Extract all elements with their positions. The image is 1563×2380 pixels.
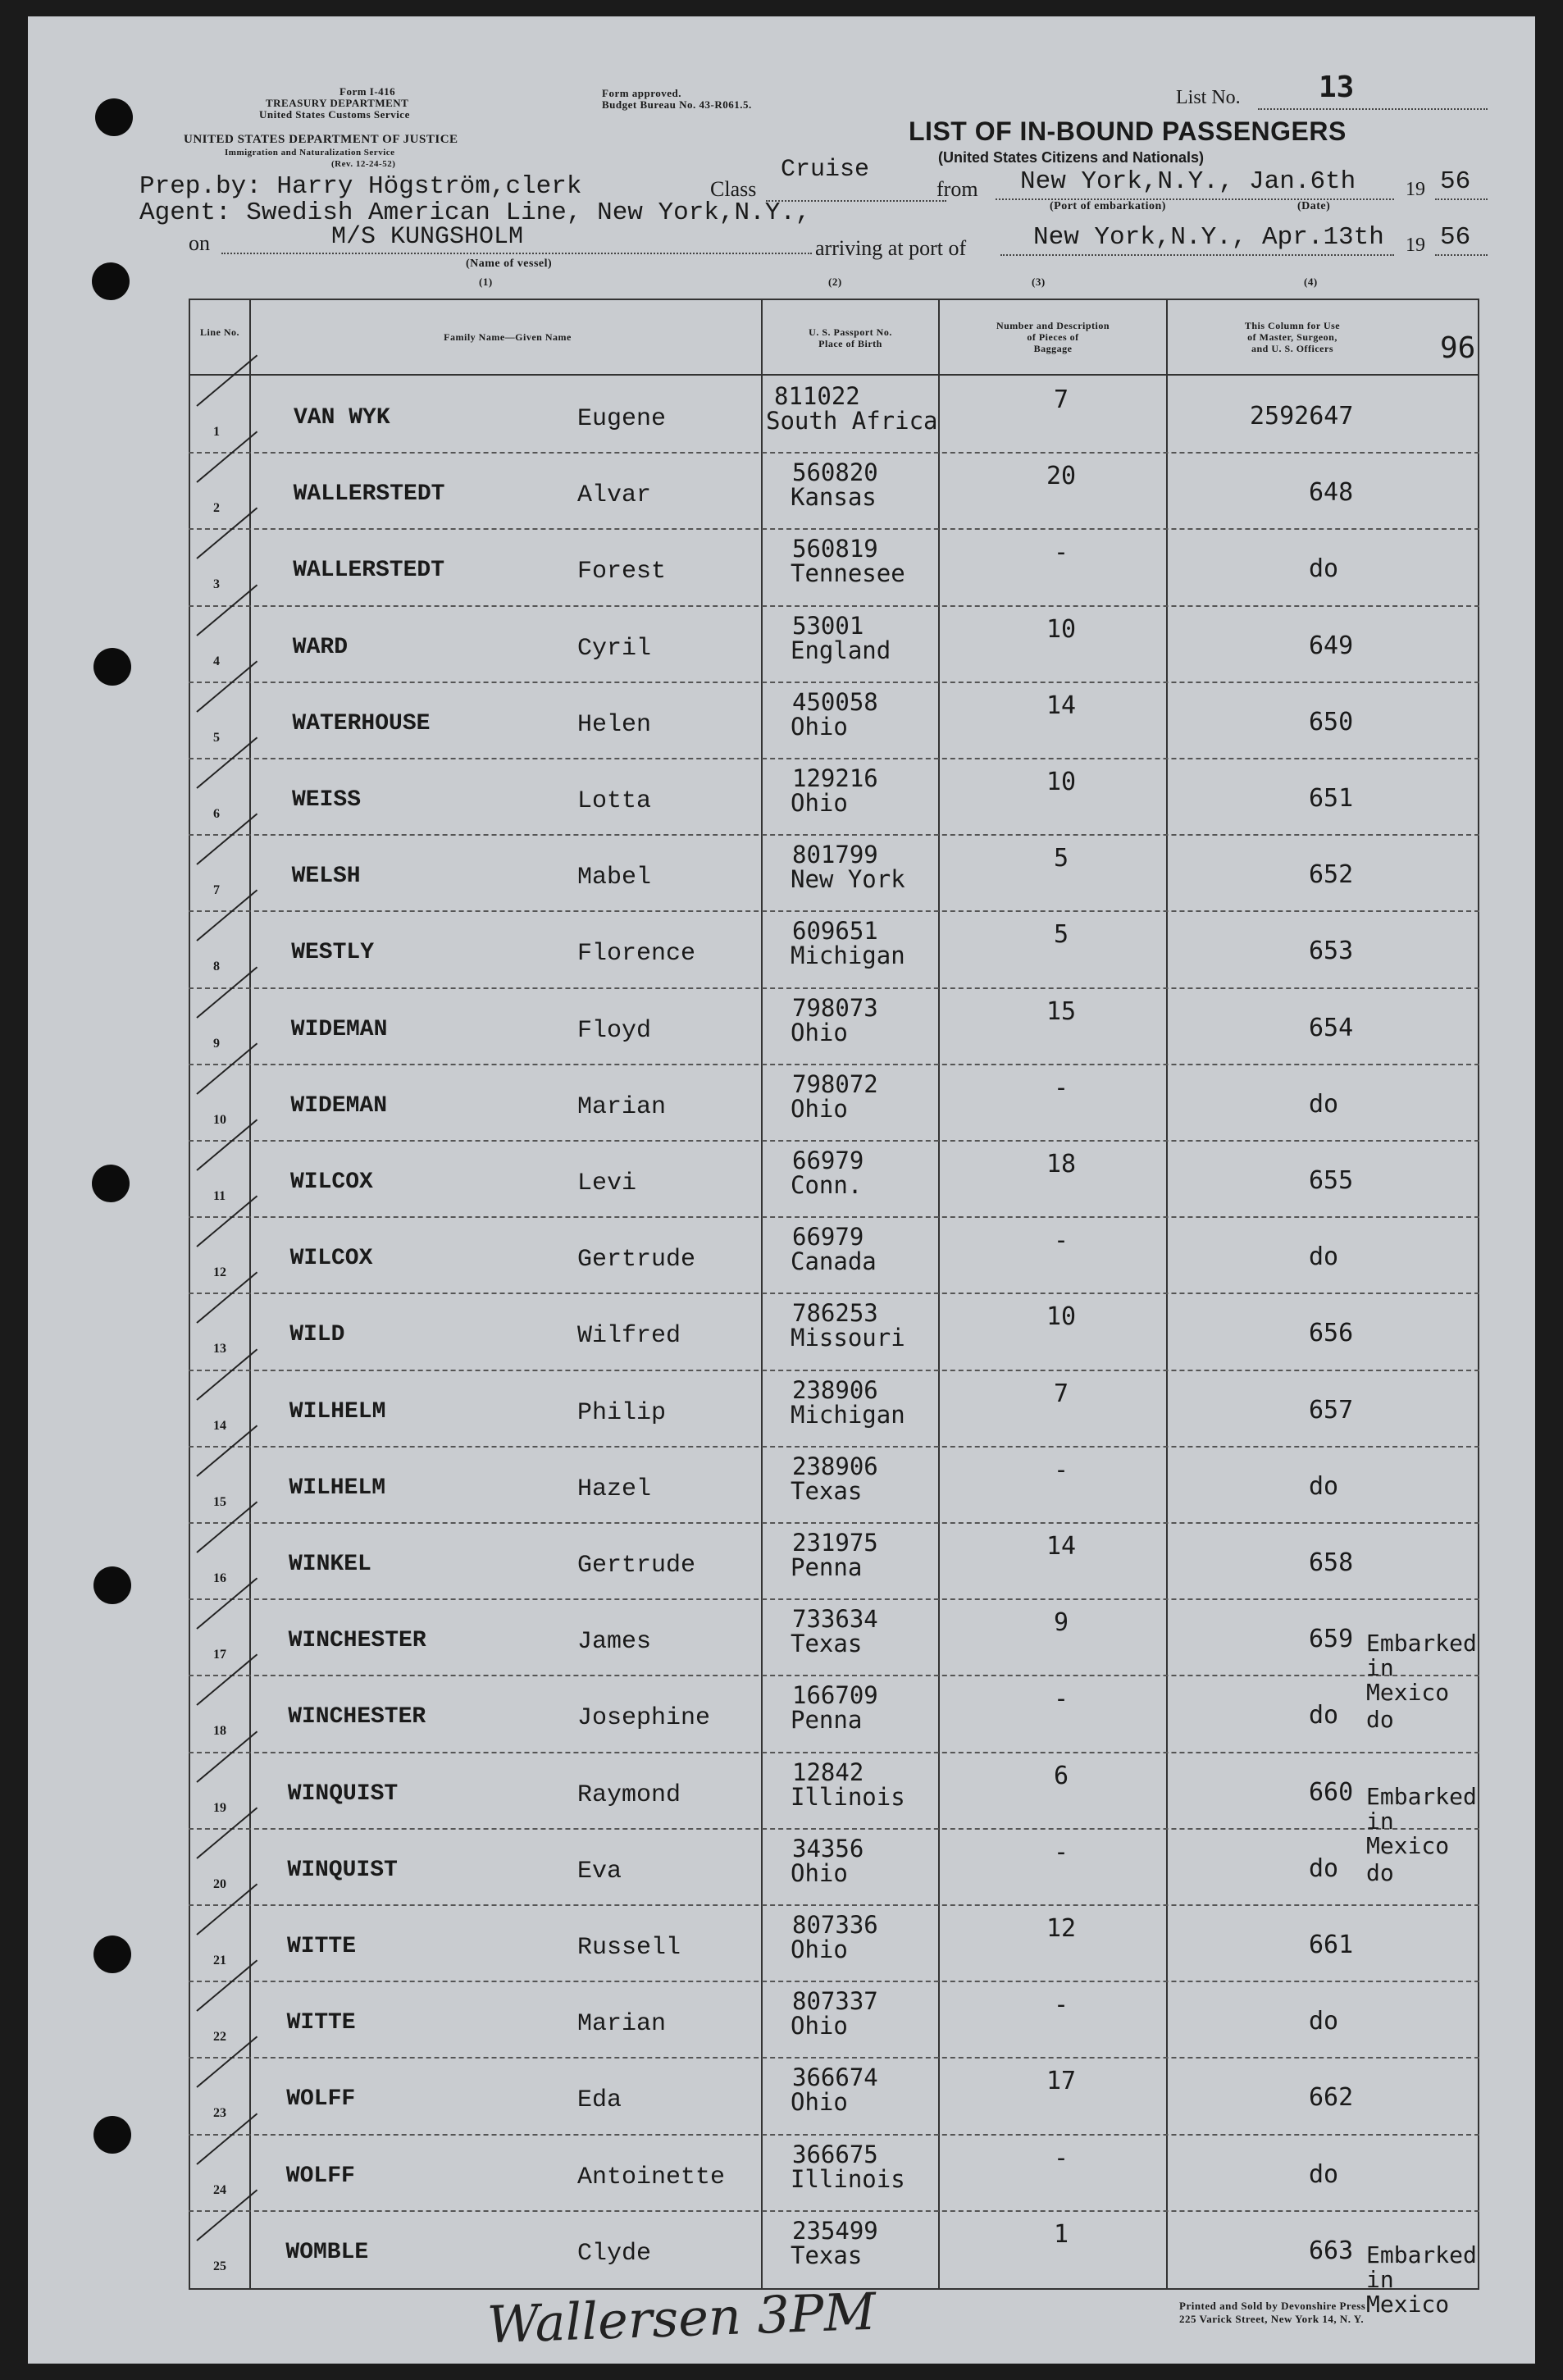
officer-entry: 654 <box>1309 1013 1354 1042</box>
officer-entry: 657 <box>1309 1395 1354 1425</box>
from-year: 56 <box>1440 167 1471 196</box>
officer-entry: 653 <box>1309 937 1354 966</box>
officer-entry: 661 <box>1309 1931 1354 1959</box>
baggage-count: - <box>1053 1073 1069 1102</box>
printer-line-1: Printed and Sold by Devonshire Press <box>1179 2300 1366 2312</box>
officer-entry: do <box>1309 1471 1339 1501</box>
on-label: on <box>189 231 210 255</box>
given-name: Philip <box>577 1398 667 1427</box>
revision: (Rev. 12-24-52) <box>331 159 396 169</box>
row-divider <box>189 1675 1479 1676</box>
row-line-number: 11 <box>213 1189 226 1203</box>
row-tick-mark <box>196 2189 257 2241</box>
given-name: Clyde <box>577 2239 652 2268</box>
officer-entry: do <box>1309 1242 1339 1272</box>
place-of-birth: Ohio <box>791 2088 848 2117</box>
page-mark: 96 <box>1440 331 1476 365</box>
officer-entry: 648 <box>1309 478 1354 508</box>
family-name: WOLFF <box>285 2163 355 2189</box>
family-name: WESTLY <box>291 940 375 966</box>
given-name: Gertrude <box>577 1246 696 1274</box>
place-of-birth: Texas <box>791 1630 863 1658</box>
passport-number: 811022 <box>774 382 860 410</box>
header-name: Family Name—Given Name <box>444 331 572 343</box>
place-of-birth: England <box>791 636 891 664</box>
table-top-border <box>189 299 1479 300</box>
place-of-birth: Ohio <box>791 712 848 741</box>
passport-number: 560820 <box>792 458 878 487</box>
binder-hole <box>93 648 131 686</box>
place-of-birth: Missouri <box>791 1324 905 1352</box>
from-year-prefix: 19 <box>1406 179 1425 200</box>
officer-note: Embarked in Mexico <box>1366 1782 1477 1859</box>
form-number: Form I-416 <box>339 85 396 98</box>
row-tick-mark <box>196 1884 257 1935</box>
passport-number: 798072 <box>792 1069 878 1098</box>
row-divider <box>189 452 1479 454</box>
officer-entry: 663 <box>1309 2236 1354 2265</box>
place-of-birth: Kansas <box>791 483 877 512</box>
passport-number: 53001 <box>792 611 864 640</box>
officer-note: do <box>1366 1706 1394 1734</box>
row-divider <box>189 1981 1479 1982</box>
officer-note: Embarked in Mexico <box>1366 1630 1477 1707</box>
place-of-birth: Ohio <box>791 1935 848 1963</box>
row-line-number: 9 <box>213 1036 220 1051</box>
passport-number: 166709 <box>792 1681 878 1710</box>
row-line-number: 16 <box>213 1571 226 1585</box>
col-num-4: (4) <box>1304 276 1318 288</box>
officer-entry: 662 <box>1309 2083 1354 2113</box>
family-name: WINKEL <box>289 1552 371 1577</box>
place-of-birth: Tennesee <box>791 559 905 588</box>
row-line-number: 25 <box>213 2259 226 2273</box>
passport-number: 238906 <box>792 1452 878 1480</box>
officer-entry: do <box>1309 2007 1339 2036</box>
place-of-birth: Texas <box>791 2241 863 2269</box>
row-tick-mark <box>196 355 257 407</box>
given-name: Forest <box>577 558 667 586</box>
officer-entry: 659 <box>1309 1625 1354 1654</box>
place-of-birth: Ohio <box>791 1094 848 1123</box>
signature: Wallersen 3PM <box>485 2281 877 2355</box>
header-line-no: Line No. <box>199 326 239 338</box>
col-num-1: (1) <box>479 276 493 288</box>
officer-entry: do <box>1309 1089 1339 1119</box>
justice-dept: UNITED STATES DEPARTMENT OF JUSTICE <box>184 133 458 146</box>
place-of-birth: South Africa <box>766 407 938 435</box>
document-subtitle: (United States Citizens and Nationals) <box>938 149 1205 166</box>
baggage-count: 17 <box>1046 2067 1077 2096</box>
row-divider <box>189 1216 1479 1218</box>
baggage-count: 12 <box>1046 1914 1077 1943</box>
passport-number: 12842 <box>792 1758 864 1786</box>
row-line-number: 17 <box>213 1648 226 1662</box>
baggage-count: 5 <box>1053 920 1069 950</box>
baggage-count: 15 <box>1046 996 1077 1026</box>
printer-line-2: 225 Varick Street, New York 14, N. Y. <box>1179 2313 1365 2325</box>
row-tick-mark <box>196 1119 257 1171</box>
given-name: Eda <box>577 2086 622 2115</box>
given-name: Florence <box>577 940 696 969</box>
family-name: WEISS <box>292 787 362 813</box>
row-tick-mark <box>196 431 257 483</box>
vessel-line <box>221 253 812 254</box>
baggage-count: - <box>1053 1226 1069 1256</box>
family-name: WILD <box>289 1322 345 1348</box>
baggage-count: 14 <box>1046 1532 1077 1561</box>
baggage-count: 10 <box>1046 1302 1077 1332</box>
row-line-number: 21 <box>213 1954 226 1967</box>
place-of-birth: Ohio <box>791 1018 848 1046</box>
family-name: WOLFF <box>286 2086 356 2113</box>
row-tick-mark <box>196 1502 257 1553</box>
header-officers-2: of Master, Surgeon, <box>1247 331 1337 343</box>
class-label: Class <box>710 177 757 201</box>
row-divider <box>189 1064 1479 1065</box>
baggage-count: - <box>1053 1837 1069 1867</box>
officer-entry: do <box>1309 1701 1339 1730</box>
family-name: WALLERSTEDT <box>293 481 445 508</box>
row-tick-mark <box>196 1425 257 1476</box>
officer-entry: 2592647 <box>1250 402 1354 431</box>
form-approved: Form approved. <box>602 87 682 99</box>
family-name: WILCOX <box>289 1246 373 1272</box>
date-label: (Date) <box>1297 200 1331 212</box>
row-divider <box>189 1293 1479 1294</box>
row-divider <box>189 987 1479 989</box>
row-divider <box>189 682 1479 683</box>
row-tick-mark <box>196 1730 257 1782</box>
row-divider <box>189 1522 1479 1524</box>
baggage-count: 5 <box>1053 844 1069 873</box>
passport-number: 66979 <box>792 1147 864 1174</box>
treasury-dept: TREASURY DEPARTMENT <box>266 97 409 109</box>
family-name: WILCOX <box>290 1169 373 1195</box>
baggage-count: - <box>1053 1685 1069 1714</box>
place-of-birth: Illinois <box>791 1782 905 1811</box>
header-passport-2: Place of Birth <box>818 338 882 349</box>
baggage-count: - <box>1053 538 1069 568</box>
vessel-label: (Name of vessel) <box>466 258 553 270</box>
binder-hole <box>93 1566 131 1604</box>
row-tick-mark <box>196 660 257 712</box>
given-name: Lotta <box>577 787 652 815</box>
baggage-count: - <box>1053 1455 1069 1484</box>
officer-entry: 658 <box>1309 1548 1354 1577</box>
baggage-count: - <box>1053 2143 1069 2173</box>
row-line-number: 18 <box>213 1724 226 1739</box>
row-divider <box>189 1598 1479 1600</box>
baggage-count: 18 <box>1046 1150 1077 1179</box>
row-line-number: 19 <box>213 1800 226 1815</box>
row-line-number: 12 <box>213 1265 226 1280</box>
baggage-count: 14 <box>1046 691 1077 720</box>
passport-number: 733634 <box>792 1605 878 1634</box>
family-name: WELSH <box>291 864 361 890</box>
family-name: WOMBLE <box>285 2239 369 2265</box>
officer-entry: do <box>1309 2159 1339 2189</box>
row-line-number: 8 <box>213 960 220 974</box>
arrive-year: 56 <box>1440 223 1471 252</box>
row-tick-mark <box>196 814 257 865</box>
header-baggage-1: Number and Description <box>996 320 1110 331</box>
officer-entry: 652 <box>1309 860 1354 890</box>
officer-entry: 655 <box>1309 1166 1354 1195</box>
row-divider <box>189 1446 1479 1448</box>
place-of-birth: Canada <box>791 1247 877 1276</box>
prepared-by: Prep.by: Harry Högström,clerk <box>139 172 582 201</box>
passport-number: 801799 <box>792 841 878 869</box>
place-of-birth: Penna <box>791 1706 863 1735</box>
header-officers-1: This Column for Use <box>1244 320 1341 331</box>
row-line-number: 20 <box>213 1876 226 1891</box>
row-tick-mark <box>196 966 257 1018</box>
family-name: WINCHESTER <box>288 1628 426 1654</box>
family-name: VAN WYK <box>294 405 390 431</box>
row-line-number: 10 <box>213 1112 226 1127</box>
document-title: LIST OF IN-BOUND PASSENGERS <box>909 116 1347 146</box>
family-name: WARD <box>292 634 349 660</box>
ins-service: Immigration and Naturalization Service <box>225 148 395 157</box>
table-header-border <box>189 374 1479 376</box>
row-divider <box>189 758 1479 759</box>
arrive-value: New York,N.Y., Apr.13th <box>1033 223 1384 252</box>
family-name: WIDEMAN <box>290 1092 388 1119</box>
passport-number: 798073 <box>792 993 878 1022</box>
header-passport-1: U. S. Passport No. <box>809 326 892 338</box>
embarkation-label: (Port of embarkation) <box>1050 200 1166 212</box>
baggage-count: - <box>1053 1990 1069 2020</box>
passport-number: 235499 <box>792 2216 878 2245</box>
family-name: WILHELM <box>289 1398 386 1425</box>
row-tick-mark <box>196 1654 257 1706</box>
row-divider <box>189 2134 1479 2136</box>
officer-entry: 650 <box>1309 707 1354 736</box>
given-name: Hazel <box>577 1475 652 1503</box>
given-name: Wilfred <box>577 1322 681 1351</box>
officer-entry: do <box>1309 1853 1339 1883</box>
family-name: WATERHOUSE <box>292 710 431 736</box>
row-tick-mark <box>196 737 257 789</box>
vessel-name: M/S KUNGSHOLM <box>331 223 524 251</box>
place-of-birth: Michigan <box>791 942 905 970</box>
officer-entry: 649 <box>1309 631 1354 660</box>
row-line-number: 22 <box>213 2030 226 2045</box>
baggage-count: 1 <box>1053 2219 1069 2249</box>
row-line-number: 24 <box>213 2182 226 2197</box>
passport-number: 450058 <box>792 687 878 716</box>
from-value: New York,N.Y., Jan.6th <box>1020 167 1356 196</box>
given-name: Helen <box>577 710 652 739</box>
row-tick-mark <box>196 1348 257 1400</box>
officer-entry: 651 <box>1309 784 1354 813</box>
arrive-year-line <box>1435 254 1488 256</box>
row-line-number: 6 <box>213 807 220 821</box>
passenger-list-page <box>28 16 1535 2364</box>
given-name: Alvar <box>577 481 652 510</box>
row-divider <box>189 1140 1479 1142</box>
row-tick-mark <box>196 2113 257 2164</box>
given-name: Floyd <box>577 1016 652 1045</box>
passport-number: 34356 <box>792 1834 864 1863</box>
baggage-count: 9 <box>1053 1608 1069 1638</box>
family-name: WITTE <box>286 2010 356 2036</box>
row-tick-mark <box>196 1578 257 1630</box>
given-name: Cyril <box>577 634 652 663</box>
row-tick-mark <box>196 1196 257 1247</box>
officer-note: do <box>1366 1858 1394 1886</box>
row-divider <box>189 834 1479 836</box>
row-line-number: 3 <box>213 577 220 592</box>
binder-hole <box>93 2116 131 2154</box>
row-tick-mark <box>196 890 257 942</box>
place-of-birth: Penna <box>791 1553 863 1581</box>
header-baggage-2: of Pieces of <box>1027 331 1079 343</box>
given-name: Raymond <box>577 1780 681 1809</box>
row-line-number: 15 <box>213 1494 226 1509</box>
family-name: WIDEMAN <box>290 1016 388 1042</box>
given-name: Marian <box>577 1092 667 1121</box>
row-divider <box>189 1370 1479 1371</box>
arrive-year-prefix: 19 <box>1406 235 1425 256</box>
row-divider <box>189 910 1479 912</box>
row-line-number: 2 <box>213 501 220 516</box>
row-line-number: 7 <box>213 883 220 898</box>
place-of-birth: Ohio <box>791 789 848 817</box>
row-divider <box>189 2057 1479 2059</box>
col-num-2: (2) <box>828 276 842 288</box>
row-divider <box>189 2210 1479 2212</box>
row-tick-mark <box>196 1042 257 1094</box>
passport-number: 807337 <box>792 1987 878 2016</box>
place-of-birth: Michigan <box>791 1400 905 1429</box>
family-name: WILHELM <box>289 1475 386 1501</box>
given-name: Gertrude <box>577 1552 696 1580</box>
place-of-birth: Ohio <box>791 2012 848 2040</box>
row-tick-mark <box>196 1807 257 1858</box>
given-name: Russell <box>577 1934 681 1962</box>
row-divider <box>189 605 1479 607</box>
row-line-number: 23 <box>213 2106 226 2121</box>
baggage-count: 10 <box>1046 768 1077 796</box>
given-name: Levi <box>577 1169 637 1197</box>
arriving-label: arriving at port of <box>815 236 967 260</box>
passport-number: 238906 <box>792 1375 878 1404</box>
place-of-birth: Illinois <box>791 2164 905 2193</box>
place-of-birth: Conn. <box>791 1171 863 1199</box>
passport-number: 231975 <box>792 1529 878 1557</box>
row-line-number: 5 <box>213 730 220 745</box>
baggage-count: 10 <box>1046 614 1077 644</box>
passport-number: 129216 <box>792 764 878 792</box>
passport-number: 366674 <box>792 2063 878 2092</box>
row-tick-mark <box>196 1960 257 2012</box>
place-of-birth: Texas <box>791 1476 863 1505</box>
family-name: WITTE <box>287 1934 357 1959</box>
row-tick-mark <box>196 584 257 636</box>
officer-entry: 656 <box>1309 1319 1354 1348</box>
place-of-birth: Ohio <box>791 1858 848 1887</box>
baggage-count: 7 <box>1053 385 1069 414</box>
row-divider <box>189 1828 1479 1830</box>
row-line-number: 4 <box>213 654 220 668</box>
given-name: Mabel <box>577 864 652 892</box>
given-name: Eva <box>577 1857 622 1885</box>
passport-number: 807336 <box>792 1911 878 1939</box>
given-name: Marian <box>577 2010 667 2039</box>
from-year-line <box>1435 198 1488 200</box>
list-no-label: List No. <box>1176 87 1241 108</box>
header-officers-3: and U. S. Officers <box>1251 343 1333 354</box>
officer-note: Embarked in Mexico <box>1366 2241 1477 2318</box>
list-number: 13 <box>1319 71 1355 104</box>
row-tick-mark <box>196 2036 257 2088</box>
given-name: Josephine <box>577 1704 711 1733</box>
given-name: Eugene <box>577 405 667 433</box>
row-tick-mark <box>196 1272 257 1324</box>
binder-hole <box>95 98 133 136</box>
row-divider <box>189 1752 1479 1753</box>
col-num-3: (3) <box>1032 276 1046 288</box>
passport-number: 786253 <box>792 1299 878 1328</box>
baggage-count: 7 <box>1053 1379 1069 1408</box>
row-tick-mark <box>196 508 257 559</box>
header-baggage-3: Baggage <box>1033 343 1073 354</box>
given-name: Antoinette <box>577 2163 726 2191</box>
family-name: WINQUIST <box>287 1780 399 1807</box>
passport-number: 609651 <box>792 917 878 946</box>
baggage-count: 6 <box>1053 1761 1069 1790</box>
baggage-count: 20 <box>1046 462 1077 491</box>
list-no-line <box>1258 108 1488 110</box>
officer-entry: 660 <box>1309 1777 1354 1807</box>
place-of-birth: New York <box>791 865 905 894</box>
arrive-line <box>1000 254 1394 256</box>
family-name: WALLERSTEDT <box>293 558 445 584</box>
passport-number: 560819 <box>792 535 878 563</box>
budget-bureau: Budget Bureau No. 43-R061.5. <box>602 98 752 111</box>
row-line-number: 13 <box>213 1342 226 1356</box>
row-line-number: 14 <box>213 1418 226 1433</box>
passport-number: 66979 <box>792 1223 864 1252</box>
binder-hole <box>92 262 130 300</box>
family-name: WINCHESTER <box>288 1704 426 1730</box>
row-divider <box>189 528 1479 530</box>
row-line-number: 1 <box>213 425 220 439</box>
family-name: WINQUIST <box>287 1857 398 1883</box>
customs-service: United States Customs Service <box>259 108 410 121</box>
class-value: Cruise <box>781 156 870 184</box>
from-label: from <box>936 177 978 201</box>
officer-entry: do <box>1309 554 1339 584</box>
agent: Agent: Swedish American Line, New York,N.Y., <box>139 198 811 227</box>
binder-hole <box>93 1935 131 1973</box>
given-name: James <box>577 1628 652 1657</box>
passport-number: 366675 <box>792 2140 878 2168</box>
row-divider <box>189 1904 1479 1906</box>
binder-hole <box>92 1165 130 1202</box>
